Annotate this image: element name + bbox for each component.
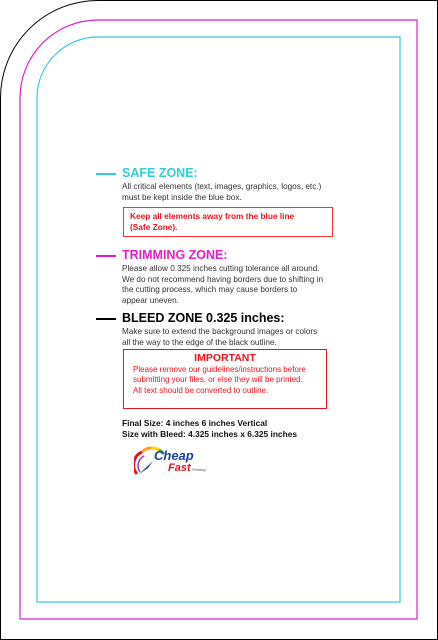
- important-line-1: Please remove our guidelines/instructions before: [133, 365, 306, 374]
- safe-zone-warning-line-2: (Safe Zone).: [130, 222, 178, 232]
- bleed-zone-description: [122, 327, 346, 348]
- safe-zone-line: [96, 173, 116, 175]
- company-logo: [134, 444, 224, 478]
- safe-zone-description: [122, 182, 346, 203]
- important-description: [133, 365, 326, 396]
- bleed-zone-title: BLEED ZONE 0.325 inches:: [122, 311, 285, 325]
- logo-word-printing: Printing: [192, 467, 206, 472]
- safe-zone-line-2: must be kept inside the blue box.: [122, 192, 242, 202]
- logo-word-fast: Fast: [168, 462, 191, 474]
- important-box: [123, 349, 327, 409]
- trimming-zone-section: [96, 248, 346, 306]
- logo-word-cheap: Cheap: [154, 448, 194, 463]
- bleed-zone-line-2: all the way to the edge of the black outline.: [122, 337, 277, 347]
- safe-zone-title: SAFE ZONE:: [122, 166, 198, 180]
- safe-zone-section: [96, 166, 346, 237]
- trimming-zone-line-2: We do not recommend having borders due to shifting in: [122, 274, 324, 284]
- important-title: IMPORTANT: [194, 352, 256, 364]
- safe-zone-line-1: All critical elements (text, images, graphics, logos, etc.): [122, 182, 322, 191]
- safe-zone-warning-box: [123, 207, 333, 237]
- important-line-3: All text should be converted to outline.: [133, 385, 269, 395]
- bleed-size-text: Size with Bleed: 4.325 inches x 6.325 inches: [122, 428, 298, 439]
- final-size-text: Final Size: 4 inches 6 inches Vertical: [122, 418, 268, 428]
- size-info: [122, 418, 297, 440]
- bleed-zone-line-1: Make sure to extend the background images or colors: [122, 327, 318, 336]
- trimming-zone-line-4: appear uneven.: [122, 295, 179, 305]
- trimming-zone-title: TRIMMING ZONE:: [122, 248, 228, 262]
- bleed-zone-line: [96, 318, 116, 320]
- trimming-zone-line: [96, 255, 116, 257]
- trimming-zone-description: [122, 264, 346, 306]
- bleed-zone-section: [96, 311, 346, 348]
- safe-zone-warning-line-1: Keep all elements away from the blue line: [130, 211, 295, 221]
- important-line-2: submitting your files, or else they will be printed.: [133, 375, 303, 385]
- trimming-zone-line-1: Please allow 0.325 inches cutting tolerance all around.: [122, 264, 320, 273]
- trimming-zone-line-3: the cutting process, which may cause borders to: [122, 285, 298, 294]
